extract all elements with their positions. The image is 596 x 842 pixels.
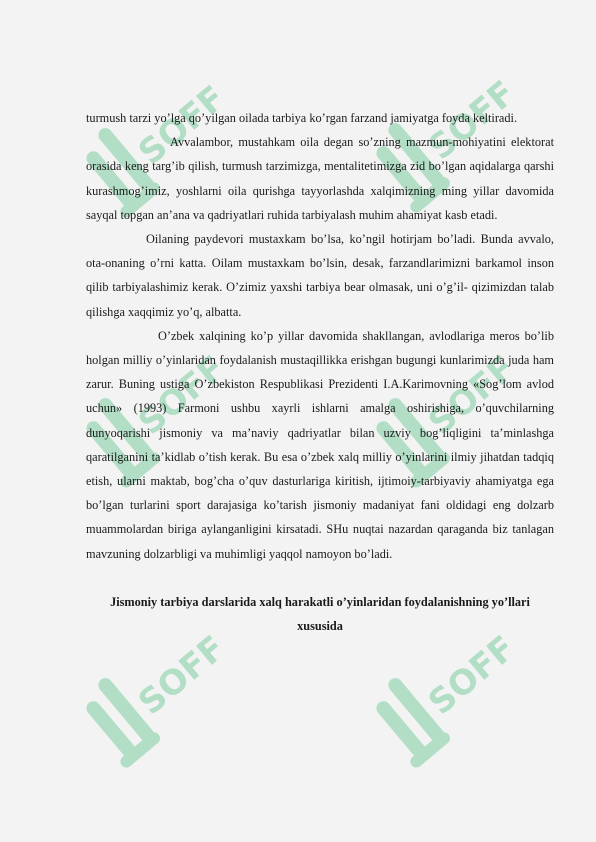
svg-text:SOFF: SOFF [421, 628, 524, 724]
svg-text:SOFF: SOFF [131, 628, 234, 724]
document-body [86, 106, 554, 638]
paragraph: Oilaning paydevori mustaxkam bo’lsa, ko’ngil hotirjam bo’ladi. Bunda avvalo, ota-onaning o’rni katta. Oilam mustaxkam bo’lsin, desak, farzandlarimizni barkamol inson qilib tarbiyalashimiz kerak. O’zimiz yaxshi tarbiya bear olmasak, uni o’g’il- qizimizdan talab qilishga xaqqimiz yo’q, albatta. [86, 232, 554, 319]
paragraph: O’zbek xalqining ko’p yillar davomida shakllangan, avlodlariga meros bo’lib holgan milliy o’yinlaridan foydalanish mustaqillikka erishgan bugungi kunlarimizda juda ham zarur. Buning ustiga O’zbekiston Respublikasi Prezidenti I.A.Karimovning «Sog’lom avlod uchun» (1993) Farmoni ushbu xayrli ishlarni amalga oshirishiga, o’quvchilarning dunyoqarishi jismoniy va ma’naviy qadriyatlar bilan uzviy bog’liqligini ta’minlashga qaratilganini ta’kidlab o’tish kerak. Bu esa o’zbek xalq milliy o’yinlarini ilmiy jihatdan tadqiq etish, ularni maktab, bog’cha o’quv dasturlariga kiritish, ijtimoiy-tarbiyaviy ahamiyatga ega bo’lgan turlarini sport darajasiga ko’tarish jismoniy madaniyat fani oldidagi eng dolzarb muammolardan biriga aylanganligini kirsatadi. SHu nuqtai nazardan qaraganda biz tanlagan mavzuning dolzarbligi va muhimligi yaqqol namoyon bo’ladi. [86, 328, 554, 561]
svg-text:SOFF: SOFF [421, 348, 524, 444]
svg-text:SOFF: SOFF [131, 78, 234, 174]
paragraph: turmush tarzi yo’lga qo’yilgan oilada tarbiya ko’rgan farzand jamiyatga foyda keltiradi. [86, 111, 518, 125]
svg-text:SOFF: SOFF [421, 73, 524, 169]
section-heading: Jismoniy tarbiya darslarida xalq harakatli o’yinlaridan foydalanishning yo’llari xususida [110, 594, 530, 634]
svg-text:SOFF: SOFF [131, 348, 234, 444]
paragraph: Avvalambor, mustahkam oila degan so’zning mazmun-mohiyatini elektorat orasida keng targ’ib qilish, turmush tarzimizga, mentalitetimizga zid bo’lgan aqidalarga qarshi kurashmog’imiz, yoshlarni oila qurishga tayyorlashda xalqimizning ming yillar davomida sayqal topgan an’ana va qadriyatlari ruhida tarbiyalash muhim ahamiyat kasb etadi. [86, 135, 554, 222]
